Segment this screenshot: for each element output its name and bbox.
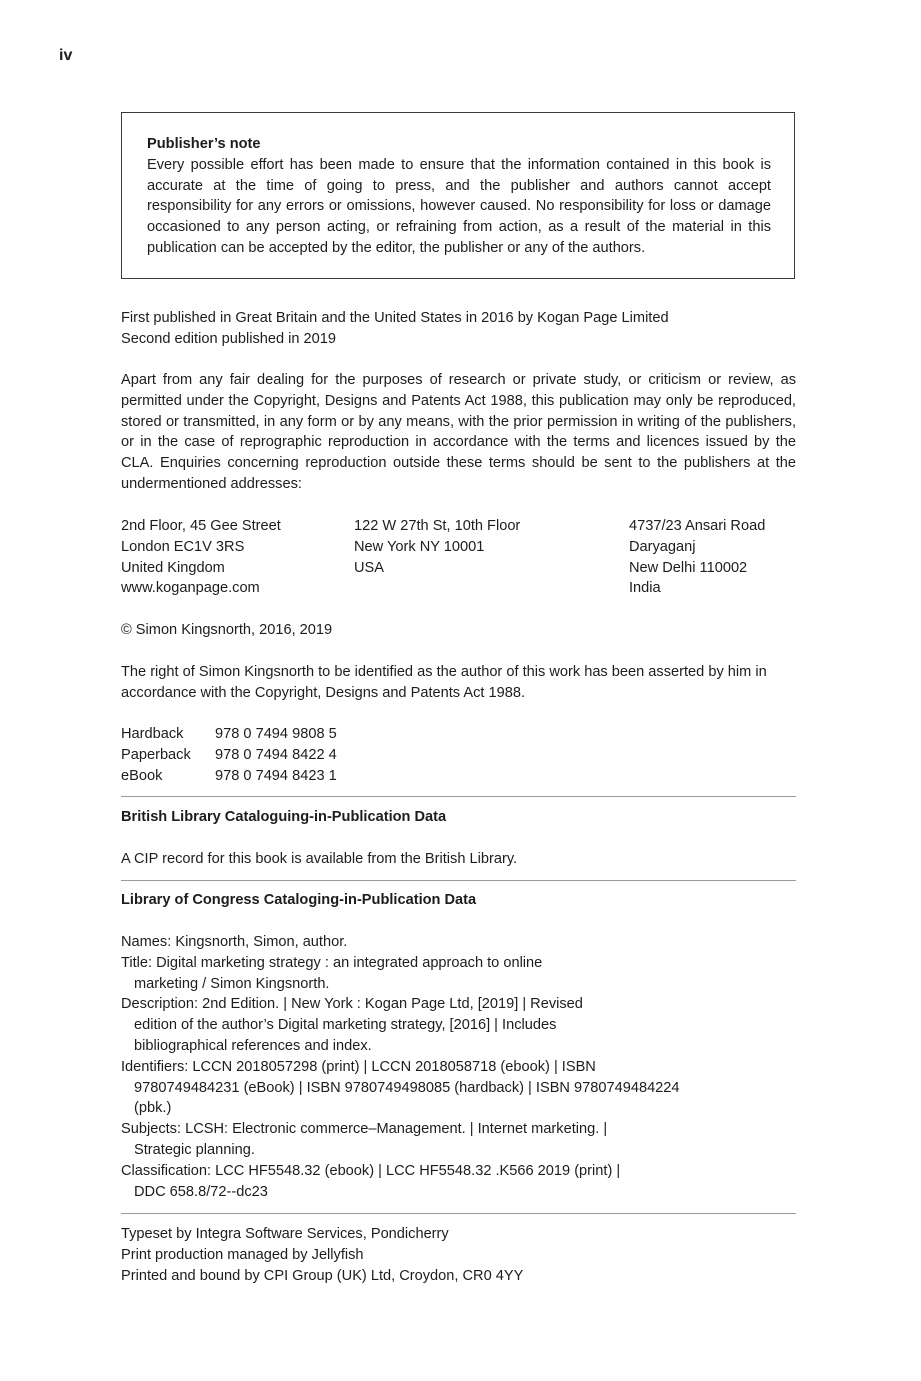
isbn-format: Hardback bbox=[121, 726, 184, 742]
isbn-format: eBook bbox=[121, 767, 163, 784]
cip-line: Identifiers: LCCN 2018057298 (print) | LCCN 2018058718 (ebook) | ISBN bbox=[121, 1058, 596, 1075]
first-published-line: First published in Great Britain and the United States in 2016 by Kogan Page Limited bbox=[121, 310, 669, 326]
cip-line: (pbk.) bbox=[134, 1100, 172, 1117]
cip-line: marketing / Simon Kingsnorth. bbox=[134, 975, 330, 992]
divider bbox=[121, 880, 796, 881]
publication-history bbox=[121, 308, 796, 350]
isbn-format: Paperback bbox=[121, 746, 191, 763]
divider bbox=[121, 1213, 796, 1214]
divider bbox=[121, 796, 796, 797]
website-link[interactable]: www.koganpage.com bbox=[121, 580, 260, 597]
address-line: 2nd Floor, 45 Gee Street bbox=[121, 518, 281, 534]
address-line: London EC1V 3RS bbox=[121, 538, 245, 555]
second-edition-line: Second edition published in 2019 bbox=[121, 330, 337, 347]
publishers-note-box bbox=[121, 112, 795, 279]
address-line: 4737/23 Ansari Road bbox=[629, 518, 766, 534]
address-line: New Delhi 110002 bbox=[629, 559, 748, 576]
address-new-delhi bbox=[629, 516, 765, 599]
cip-line: Names: Kingsnorth, Simon, author. bbox=[121, 934, 348, 950]
cip-entry-title bbox=[121, 953, 796, 995]
cip-line: 9780749484231 (eBook) | ISBN 9780749498085 (hardback) | ISBN 9780749484224 bbox=[134, 1079, 680, 1096]
publishers-note-body: Every possible effort has been made to ensure that the information contained in this book is accurate at the time of going to press, and the publisher and authors cannot accept responsibility for any errors or omissions, however caused. No responsibility for loss or damage occasioned to any person acting, or refraining from action, as a result of the material in this publication can be accepted by the editor, the publisher or any of the authors. bbox=[147, 156, 771, 256]
publisher-addresses bbox=[121, 516, 796, 600]
copyright-line: © Simon Kingsnorth, 2016, 2019 bbox=[121, 622, 333, 638]
address-line: India bbox=[629, 580, 661, 597]
cip-line: Strategic planning. bbox=[134, 1141, 255, 1158]
isbn-row-paperback bbox=[121, 745, 796, 766]
address-line: 122 W 27th St, 10th Floor bbox=[354, 518, 521, 534]
production-credits bbox=[121, 1224, 796, 1286]
isbn-row-ebook bbox=[121, 766, 796, 787]
cip-entry-classification bbox=[121, 1161, 796, 1203]
cip-line: DDC 658.8/72--dc23 bbox=[134, 1183, 268, 1200]
cip-line: bibliographical references and index. bbox=[134, 1037, 372, 1054]
print-production-credit: Print production managed by Jellyfish bbox=[121, 1246, 364, 1263]
cip-entry-names bbox=[121, 932, 796, 953]
isbn-number: 978 0 7494 9808 5 bbox=[215, 726, 337, 742]
cip-line: Title: Digital marketing strategy : an integrated approach to online bbox=[121, 954, 543, 971]
cip-line: Classification: LCC HF5548.32 (ebook) | LCC HF5548.32 .K566 2019 (print) | bbox=[121, 1162, 621, 1179]
isbn-row-hardback bbox=[121, 724, 796, 745]
isbn-number: 978 0 7494 8422 4 bbox=[215, 746, 337, 763]
cip-line: Subjects: LCSH: Electronic commerce–Management. | Internet marketing. | bbox=[121, 1121, 608, 1138]
cip-line: Description: 2nd Edition. | New York : Kogan Page Ltd, [2019] | Revised bbox=[121, 996, 583, 1013]
library-of-congress-heading: Library of Congress Cataloging-in-Publication Data bbox=[121, 892, 477, 908]
moral-rights-paragraph: The right of Simon Kingsnorth to be identified as the author of this work has been asserted by him in accordance with the Copyright, Designs and Patents Act 1988. bbox=[121, 664, 767, 701]
address-line: United Kingdom bbox=[121, 559, 225, 576]
british-library-heading: British Library Cataloguing-in-Publication Data bbox=[121, 809, 447, 825]
cip-entry-description bbox=[121, 994, 796, 1056]
cip-entry-identifiers bbox=[121, 1057, 796, 1119]
cip-line: edition of the author’s Digital marketing strategy, [2016] | Includes bbox=[134, 1017, 557, 1034]
printer-credit: Printed and bound by CPI Group (UK) Ltd, Croydon, CR0 4YY bbox=[121, 1267, 524, 1284]
address-london bbox=[121, 516, 281, 599]
publishers-note-title: Publisher’s note bbox=[147, 136, 261, 152]
address-line: New York NY 10001 bbox=[354, 538, 485, 555]
typeset-credit: Typeset by Integra Software Services, Pondicherry bbox=[121, 1226, 449, 1242]
address-line: USA bbox=[354, 559, 385, 576]
british-library-text: A CIP record for this book is available from the British Library. bbox=[121, 851, 518, 867]
isbn-list bbox=[121, 724, 796, 786]
address-line: Daryaganj bbox=[629, 538, 696, 555]
rights-paragraph: Apart from any fair dealing for the purposes of research or private study, or criticism or review, as permitted under the Copyright, Designs and Patents Act 1988, this publication may only be reproduced, stored or transmitted, in any form or by any means, with the prior permission in writing of the publishers, or in the case of reprographic reproduction in accordance with the terms and licences issued by the CLA. Enquiries concerning reproduction outside these terms should be sent to the publishers at the undermentioned addresses: bbox=[121, 372, 796, 492]
address-new-york bbox=[354, 516, 520, 578]
cip-entry-subjects bbox=[121, 1119, 796, 1161]
library-of-congress-entries bbox=[121, 932, 796, 1202]
isbn-number: 978 0 7494 8423 1 bbox=[215, 767, 337, 784]
page-number: iv bbox=[59, 47, 73, 64]
